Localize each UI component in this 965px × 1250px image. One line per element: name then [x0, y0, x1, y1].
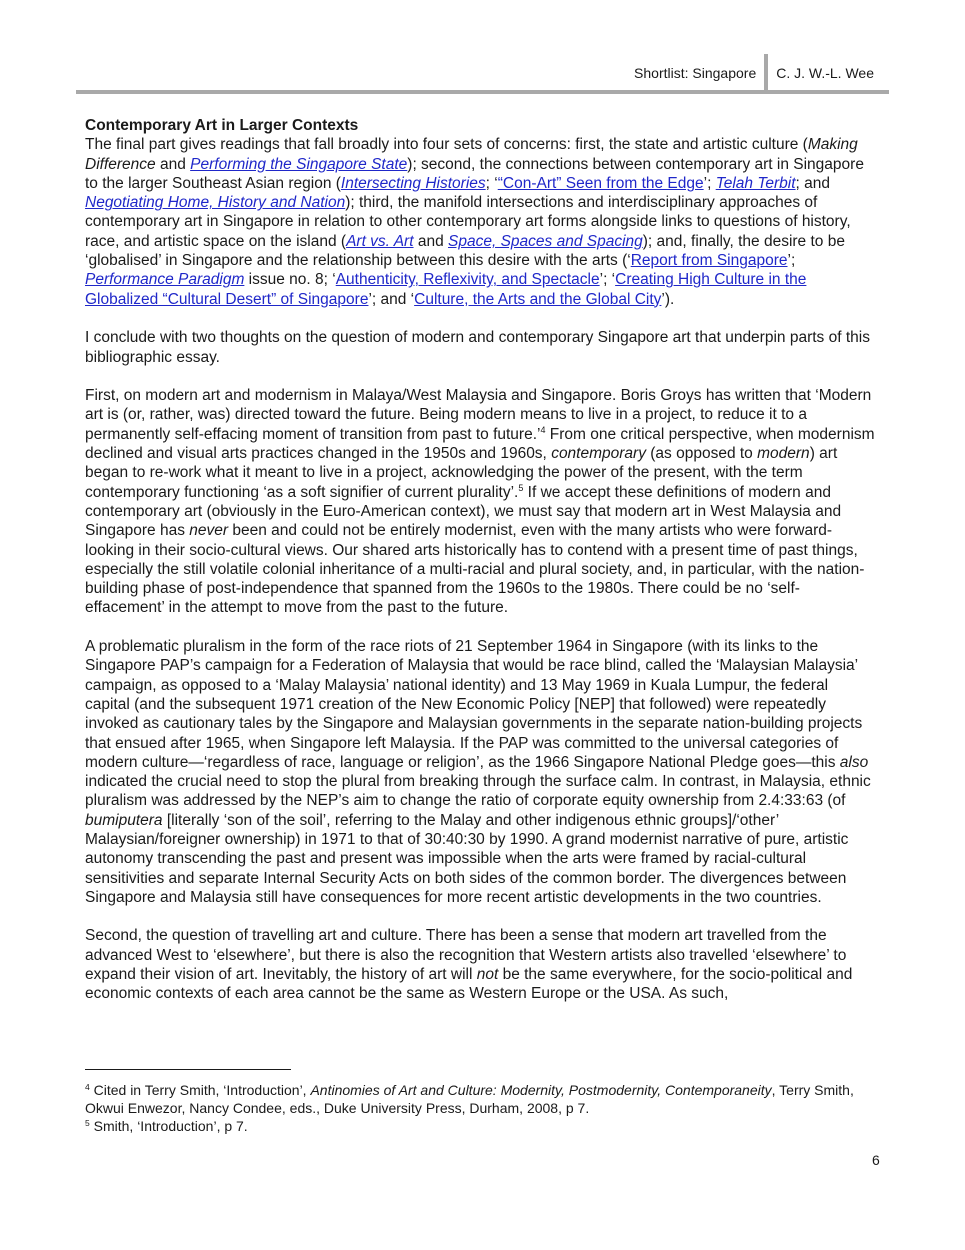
running-header — [634, 54, 888, 92]
italic-text: Antinomies of Art and Culture: Modernity, Postmodernity, Contemporaneity — [310, 1082, 772, 1098]
text: ’; — [703, 174, 716, 192]
page-number: 6 — [872, 1152, 880, 1168]
text: ); and, finally, the desire to be ‘globalised’ in Singapore and the relationship between this desire with the arts (‘ — [85, 232, 845, 270]
text: Smith, ‘Introduction’, p 7. — [89, 1118, 248, 1134]
italic-text: modern — [757, 445, 810, 463]
text: ’; ‘ — [599, 271, 616, 289]
link-authenticity-reflexivity[interactable]: Authenticity, Reflexivity, and Spectacle — [335, 271, 600, 289]
link-culture-arts-global-city[interactable]: Culture, the Arts and the Global City — [414, 290, 662, 308]
link-performance-paradigm[interactable]: Performance Paradigm — [85, 271, 245, 289]
text: be the same everywhere, for the socio-political and economic contexts of each area cannot be the same as Western Europe or the USA. As such, — [85, 966, 853, 1003]
text: The final part gives readings that fall broadly into four sets of concerns: first, the state and artistic culture ( — [85, 136, 808, 154]
header-title: Shortlist: Singapore — [634, 65, 757, 81]
text: Cited in Terry Smith, ‘Introduction’, — [89, 1082, 311, 1098]
paragraph-3 — [85, 386, 877, 618]
section-title: Contemporary Art in Larger Contexts — [85, 117, 359, 134]
footnote-number: 5 — [85, 1118, 90, 1128]
text: If we accept these definitions of modern and contemporary art (obviously in the Euro-American context), we must say that modern art in West Malaysia and Singapore has — [85, 483, 842, 540]
footnote-number: 4 — [85, 1082, 90, 1092]
text: A problematic pluralism in the form of the race riots of 21 September 1964 in Singapore (with its links to the Singapore PAP’s campaign for a Federation of Malaysia that would be race blind, called the ‘Malaysian Malaysia’ campaign, as opposed to a ‘Malay Malaysia’ national identity) and 13 May 1969 in Kuala Lumpur, the federal capital (and the subsequent 1971 creation of the New Economic Policy [NEP] that followed) were repeatedly invoked as cautionary tales by the Singapore and Malaysian governments in the separate nation-building projects that ensued after 1965, when Singapore left Malaysia. If the PAP was committed to the universal categories of modern culture—‘regardless of race, language or religion’, as the 1966 Singapore National Pledge goes—this — [85, 638, 863, 771]
footnote-ref-4[interactable]: 4 — [540, 424, 546, 435]
footnote-ref-5[interactable]: 5 — [518, 482, 524, 493]
paragraph-1 — [85, 135, 877, 309]
italic-text: Making Difference — [85, 136, 858, 173]
text: Second, the question of travelling art and culture. There has been a sense that modern art travelled from the advanced West to ‘elsewhere’, but there is also the recognition that Western artists also travelled ‘elsewhere’ to expand their vision of art. Inevitably, the history of art will — [85, 927, 847, 984]
paragraph-4 — [85, 637, 877, 907]
text: ); second, the connections between contemporary art in Singapore to the larger Southeast Asian region ( — [85, 155, 864, 192]
link-performing-singapore-state[interactable]: Performing the Singapore State — [190, 155, 408, 173]
text: (as opposed to — [645, 445, 758, 463]
body-text — [85, 116, 877, 1023]
text: ); third, the manifold intersections and interdisciplinary approaches of contemporary art in Singapore in relation to other contemporary art forms alongside links to questions of history, race, and artistic space on the island ( — [85, 194, 851, 250]
footnotes — [85, 1081, 877, 1135]
italic-text: not — [476, 966, 499, 984]
link-space-spaces-spacing[interactable]: Space, Spaces and Spacing — [448, 232, 643, 250]
italic-text: also — [839, 753, 869, 771]
text: ’; and ‘ — [368, 290, 415, 308]
paragraph-5 — [85, 926, 877, 1003]
text: ’; — [787, 252, 796, 270]
header-rule — [76, 90, 889, 94]
text: and — [155, 155, 191, 173]
link-con-art-seen-from-edge[interactable]: “Con-Art” Seen from the Edge — [497, 174, 704, 192]
text: indicated the crucial need to stop the plural from breaking through the surface calm. In contrast, in Malaysia, ethnic pluralism was addressed by the NEP’s aim to change the ratio of corporate equity ownership from 2.4:33:63 (of — [85, 773, 871, 810]
text: ; ‘ — [485, 174, 498, 192]
footnote-rule — [85, 1069, 291, 1070]
text: ’). — [661, 290, 675, 308]
italic-text: never — [189, 522, 229, 540]
footnote-4 — [85, 1081, 877, 1117]
text: issue no. 8; ‘ — [244, 271, 336, 289]
text: and — [413, 232, 449, 250]
text: First, on modern art and modernism in Malaya/West Malaysia and Singapore. Boris Groys has written that ‘Modern art is (or, rather, was) directed toward the future. Being modern means to live in a project, to reduce it to a permanently self-effacing moment of transition from past to future.’ — [85, 387, 872, 443]
text: [literally ‘son of the soil’, referring to the Malay and other indigenous ethnic groups]/‘other’ Malaysian/foreigner ownership) in 1971 to that of 30:40:30 by 1990. A grand modernist narrative of pure, artistic autonomy transcending the past and present was impossible when the arts were framed by racial-cultural sensitivities and separate Internal Security Acts on both sides of the common border. The divergences between Singapore and Malaysia still have consequences for more recent artistic developments in the two countries. — [85, 811, 849, 906]
footnote-5 — [85, 1117, 877, 1135]
header-author: C. J. W.-L. Wee — [776, 65, 874, 81]
link-negotiating-home[interactable]: Negotiating Home, History and Nation — [85, 194, 346, 212]
italic-text: bumiputera — [85, 811, 163, 829]
text: ; and — [795, 174, 831, 192]
italic-text: contemporary — [551, 445, 646, 463]
text: From one critical perspective, when modernism declined and visual arts practices changed in the 1950s and 1960s, — [85, 425, 875, 463]
paragraph-2: I conclude with two thoughts on the question of modern and contemporary Singapore art that underpin parts of this bibliographic essay. — [85, 329, 870, 366]
text: , Terry Smith, Okwui Enwezor, Nancy Condee, eds., Duke University Press, Durham, 2008, p 7. — [85, 1082, 854, 1116]
link-telah-terbit[interactable]: Telah Terbit — [715, 174, 796, 192]
link-report-from-singapore[interactable]: Report from Singapore — [630, 252, 788, 270]
link-creating-high-culture[interactable]: Creating High Culture in the Globalized “Cultural Desert” of Singapore — [85, 271, 807, 308]
text: ) art began to re-work what it meant to live in a project, acknowledging the power of the present, with the term contemporary functioning ‘as a soft signifier of current plurality’. — [85, 445, 838, 501]
text: been and could not be entirely modernist, even with the many artists who were forward-looking in their socio-cultural views. Our shared arts historically has to contend with a present time of past things, especially the still volatile colonial inheritance of a multi-racial and plural society, and, in particular, with the nation-building phase of post-independence that spanned from the 1960s to the 1980s. There could be no ‘self-effacement’ in the attempt to move from the past to the future. — [85, 522, 865, 617]
link-art-vs-art[interactable]: Art vs. Art — [346, 232, 414, 250]
link-intersecting-histories[interactable]: Intersecting Histories — [340, 174, 486, 192]
